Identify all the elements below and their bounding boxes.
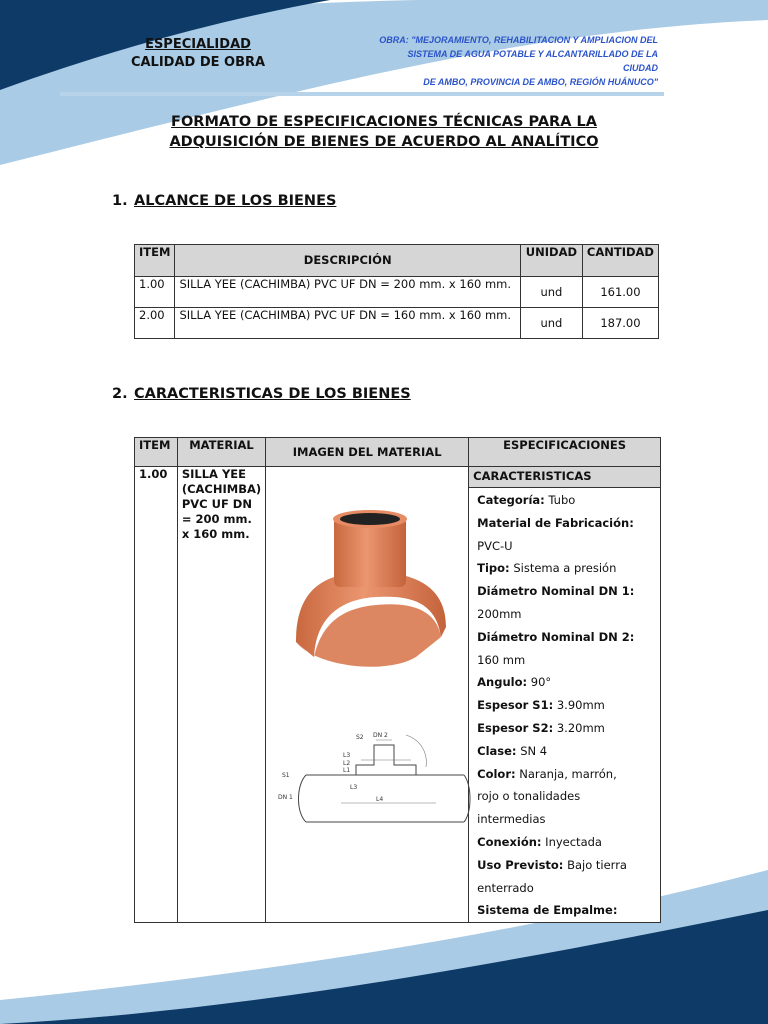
col-item: ITEM xyxy=(135,438,178,467)
col-imagen: IMAGEN DEL MATERIAL xyxy=(266,438,469,467)
col-descripcion: DESCRIPCIÓN xyxy=(175,245,521,277)
project-line-2: SISTEMA DE AGUA POTABLE Y ALCANTARILLADO DE LA CIUDAD xyxy=(407,49,658,73)
row-material: SILLA YEE (CACHIMBA) PVC UF DN = 200 mm. x 160 mm. xyxy=(177,467,265,923)
col-material: MATERIAL xyxy=(177,438,265,467)
row-cantidad: 161.00 xyxy=(582,277,658,308)
spec-tipo: Tipo: Sistema a presión xyxy=(477,561,617,576)
spec-dn1-value: 200mm xyxy=(477,606,522,621)
spec-s1: Espesor S1: 3.90mm xyxy=(477,698,605,713)
project-line-1: OBRA: "MEJORAMIENTO, REHABILITACION Y AMPLIACION DEL xyxy=(379,35,658,45)
label-l3-bottom: L3 xyxy=(350,784,358,791)
row-descripcion: SILLA YEE (CACHIMBA) PVC UF DN = 200 mm. x 160 mm. xyxy=(175,277,521,308)
spec-dn2-value: 160 mm xyxy=(477,652,526,667)
title-line-2: ADQUISICIÓN DE BIENES DE ACUERDO AL ANALÍTICO xyxy=(169,134,599,150)
pvc-saddle-image xyxy=(266,507,478,707)
table-header-row xyxy=(135,438,661,467)
label-l1: L1 xyxy=(343,767,351,774)
project-line-3: DE AMBO, PROVINCIA DE AMBO, REGIÓN HUÁNUCO" xyxy=(423,77,658,87)
label-dn1: DN 1 xyxy=(278,794,293,801)
col-item: ITEM xyxy=(135,245,175,277)
spec-s2: Espesor S2: 3.20mm xyxy=(477,720,605,735)
table-row xyxy=(135,467,661,923)
label-dn2: DN 2 xyxy=(373,732,388,739)
label-s2: S2 xyxy=(356,734,364,741)
spec-angulo: Angulo: 90° xyxy=(477,675,552,690)
table-row xyxy=(135,277,659,308)
spec-uso: Uso Previsto: Bajo tierra xyxy=(477,857,627,872)
goods-characteristics-table xyxy=(134,437,661,923)
table-header-row xyxy=(135,245,659,277)
label-l4: L4 xyxy=(376,796,384,803)
section-2-heading xyxy=(112,386,411,402)
row-item: 1.00 xyxy=(135,467,178,923)
spec-material: Material de Fabricación: xyxy=(477,515,634,530)
specifications-list xyxy=(469,488,660,922)
section-1-title: ALCANCE DE LOS BIENES xyxy=(134,193,337,209)
row-cantidad: 187.00 xyxy=(582,308,658,339)
spec-empalme: Sistema de Empalme: xyxy=(477,903,618,918)
section-1-heading xyxy=(112,193,336,209)
label-l2: L2 xyxy=(343,760,351,767)
socket-opening xyxy=(340,513,400,525)
spec-color: Color: Naranja, marrón, xyxy=(477,766,617,781)
technical-drawing xyxy=(266,725,478,835)
spec-material-value: PVC-U xyxy=(477,538,513,553)
project-name xyxy=(372,33,658,89)
document-title xyxy=(100,112,668,152)
spec-dn1: Diámetro Nominal DN 1: xyxy=(477,584,635,599)
specifications-cell xyxy=(469,467,661,923)
row-unidad: und xyxy=(520,277,582,308)
title-line-1: FORMATO DE ESPECIFICACIONES TÉCNICAS PARA LA xyxy=(171,114,597,130)
especialidad-label: ESPECIALIDAD xyxy=(145,37,251,52)
spec-color-2: rojo o tonalidades xyxy=(477,789,581,804)
material-image-cell xyxy=(266,467,469,923)
specialty-header xyxy=(120,36,276,72)
goods-scope-table xyxy=(134,244,659,339)
section-2-number: 2. xyxy=(112,386,128,402)
row-item: 2.00 xyxy=(135,308,175,339)
calidad-label: CALIDAD DE OBRA xyxy=(130,55,266,70)
col-especificaciones: ESPECIFICACIONES xyxy=(469,438,661,467)
label-s1: S1 xyxy=(282,772,290,779)
characteristics-header: CARACTERISTICAS xyxy=(469,467,660,488)
label-l3-top: L3 xyxy=(343,752,351,759)
spec-clase: Clase: SN 4 xyxy=(477,743,548,758)
row-item: 1.00 xyxy=(135,277,175,308)
spec-dn2: Diámetro Nominal DN 2: xyxy=(477,629,635,644)
table-row xyxy=(135,308,659,339)
spec-color-3: intermedias xyxy=(477,812,546,827)
col-cantidad: CANTIDAD xyxy=(582,245,658,277)
section-1-number: 1. xyxy=(112,193,128,209)
spec-conexion: Conexión: Inyectada xyxy=(477,834,602,849)
row-descripcion: SILLA YEE (CACHIMBA) PVC UF DN = 160 mm. x 160 mm. xyxy=(175,308,521,339)
col-unidad: UNIDAD xyxy=(520,245,582,277)
spec-categoria: Categoría: Tubo xyxy=(477,493,576,507)
section-2-title: CARACTERISTICAS DE LOS BIENES xyxy=(134,386,411,402)
row-unidad: und xyxy=(520,308,582,339)
spec-uso-2: enterrado xyxy=(477,880,534,895)
